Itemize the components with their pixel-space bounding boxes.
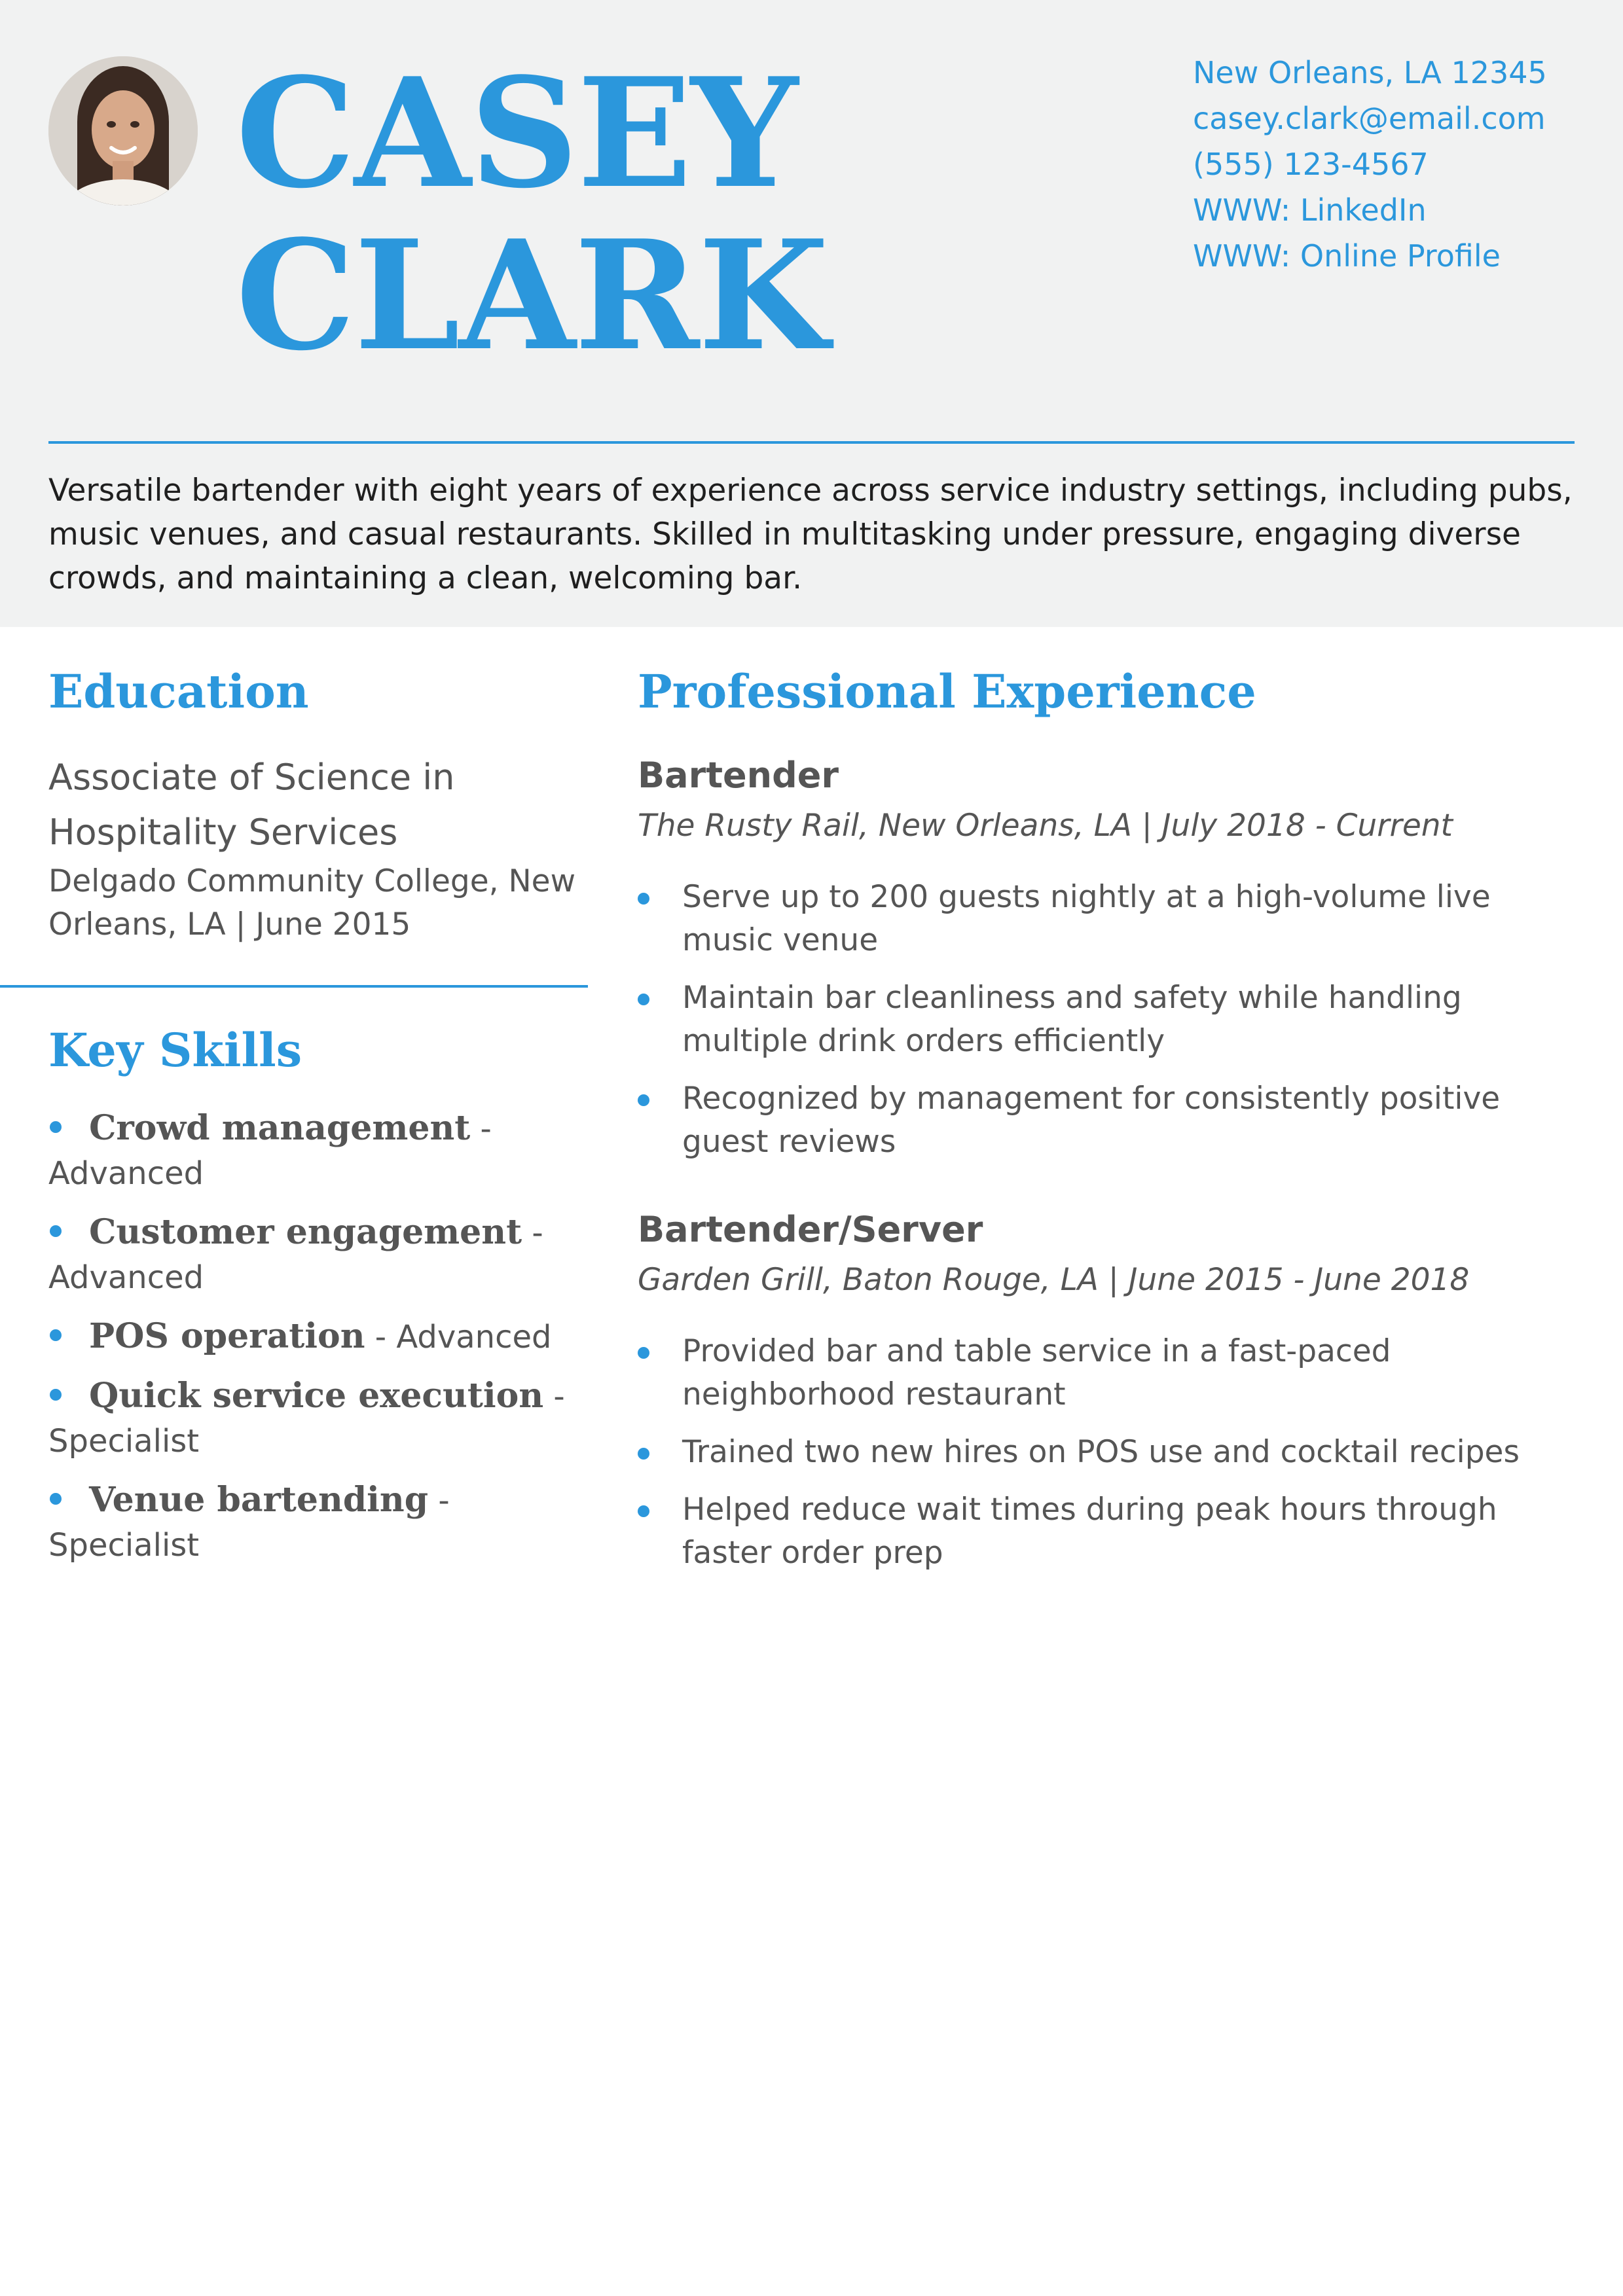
experience-heading: Professional Experience [638, 664, 1256, 719]
contact-info [1193, 50, 1547, 279]
contact-profile-link[interactable]: WWW: Online Profile [1193, 238, 1501, 274]
bullet-icon [50, 1389, 62, 1401]
job-bullet: Maintain bar cleanliness and safety while handling multiple drink orders efficiently [638, 977, 1580, 1063]
contact-phone[interactable]: (555) 123-4567 [1193, 147, 1429, 182]
contact-linkedin-link[interactable]: WWW: LinkedIn [1193, 192, 1427, 228]
section-divider [0, 985, 588, 988]
skill-item [48, 1106, 598, 1196]
job-meta: The Rusty Rail, New Orleans, LA | July 2018 - Current [638, 808, 1453, 844]
skill-name: Crowd management [89, 1108, 471, 1148]
skill-level: - Advanced [365, 1319, 552, 1355]
job-bullet: Recognized by management for consistently positive guest reviews [638, 1077, 1580, 1164]
first-name: CASEY [236, 45, 797, 222]
skill-item [48, 1374, 598, 1463]
skills-heading: Key Skills [48, 1023, 302, 1077]
resume-header [0, 0, 1623, 627]
job-bullet: Trained two new hires on POS use and cocktail recipes [638, 1431, 1580, 1474]
profile-photo [48, 56, 198, 206]
job-title: Bartender/Server [638, 1209, 983, 1250]
job-bullets [638, 1330, 1580, 1589]
skill-name: Quick service execution [89, 1376, 544, 1416]
skill-item [48, 1478, 598, 1568]
skill-name: Customer engagement [89, 1212, 522, 1252]
job-bullet: Helped reduce wait times during peak hours through faster order prep [638, 1488, 1580, 1575]
contact-email[interactable]: casey.clark@email.com [1193, 101, 1546, 136]
bullet-icon [50, 1329, 62, 1341]
header-divider [48, 441, 1575, 444]
professional-summary: Versatile bartender with eight years of experience across service industry settings, including pubs, music venues, and casual restaurants. Skilled in multitasking under pressure, engaging diverse crowds, and maintaining a clean, welcoming bar. [48, 473, 1573, 596]
bullet-icon [50, 1225, 62, 1237]
skill-level: - Specialist [48, 1378, 565, 1460]
education-school: Delgado Community College, New Orleans, LA | June 2015 [48, 863, 576, 942]
last-name: CLARK [236, 207, 828, 384]
skill-level: - Specialist [48, 1482, 450, 1564]
skill-item [48, 1314, 598, 1359]
job-title: Bartender [638, 755, 839, 796]
bullet-icon [50, 1121, 62, 1133]
skill-name: Venue bartending [89, 1480, 429, 1520]
job-bullet: Serve up to 200 guests nightly at a high-volume live music venue [638, 876, 1580, 962]
job-bullets [638, 876, 1580, 1178]
education-degree: Associate of Science in Hospitality Services [48, 757, 455, 853]
skill-item [48, 1210, 598, 1300]
skill-level: - Advanced [48, 1215, 543, 1296]
bullet-icon [50, 1493, 62, 1505]
job-meta: Garden Grill, Baton Rouge, LA | June 2015 - June 2018 [638, 1262, 1470, 1298]
job-bullet: Provided bar and table service in a fast-paced neighborhood restaurant [638, 1330, 1580, 1416]
candidate-name [236, 45, 828, 384]
skills-list [48, 1106, 598, 1582]
person-icon [48, 56, 198, 206]
education-heading: Education [48, 664, 309, 719]
skill-level: - Advanced [48, 1111, 492, 1192]
skill-name: POS operation [89, 1316, 365, 1356]
contact-address: New Orleans, LA 12345 [1193, 55, 1547, 90]
